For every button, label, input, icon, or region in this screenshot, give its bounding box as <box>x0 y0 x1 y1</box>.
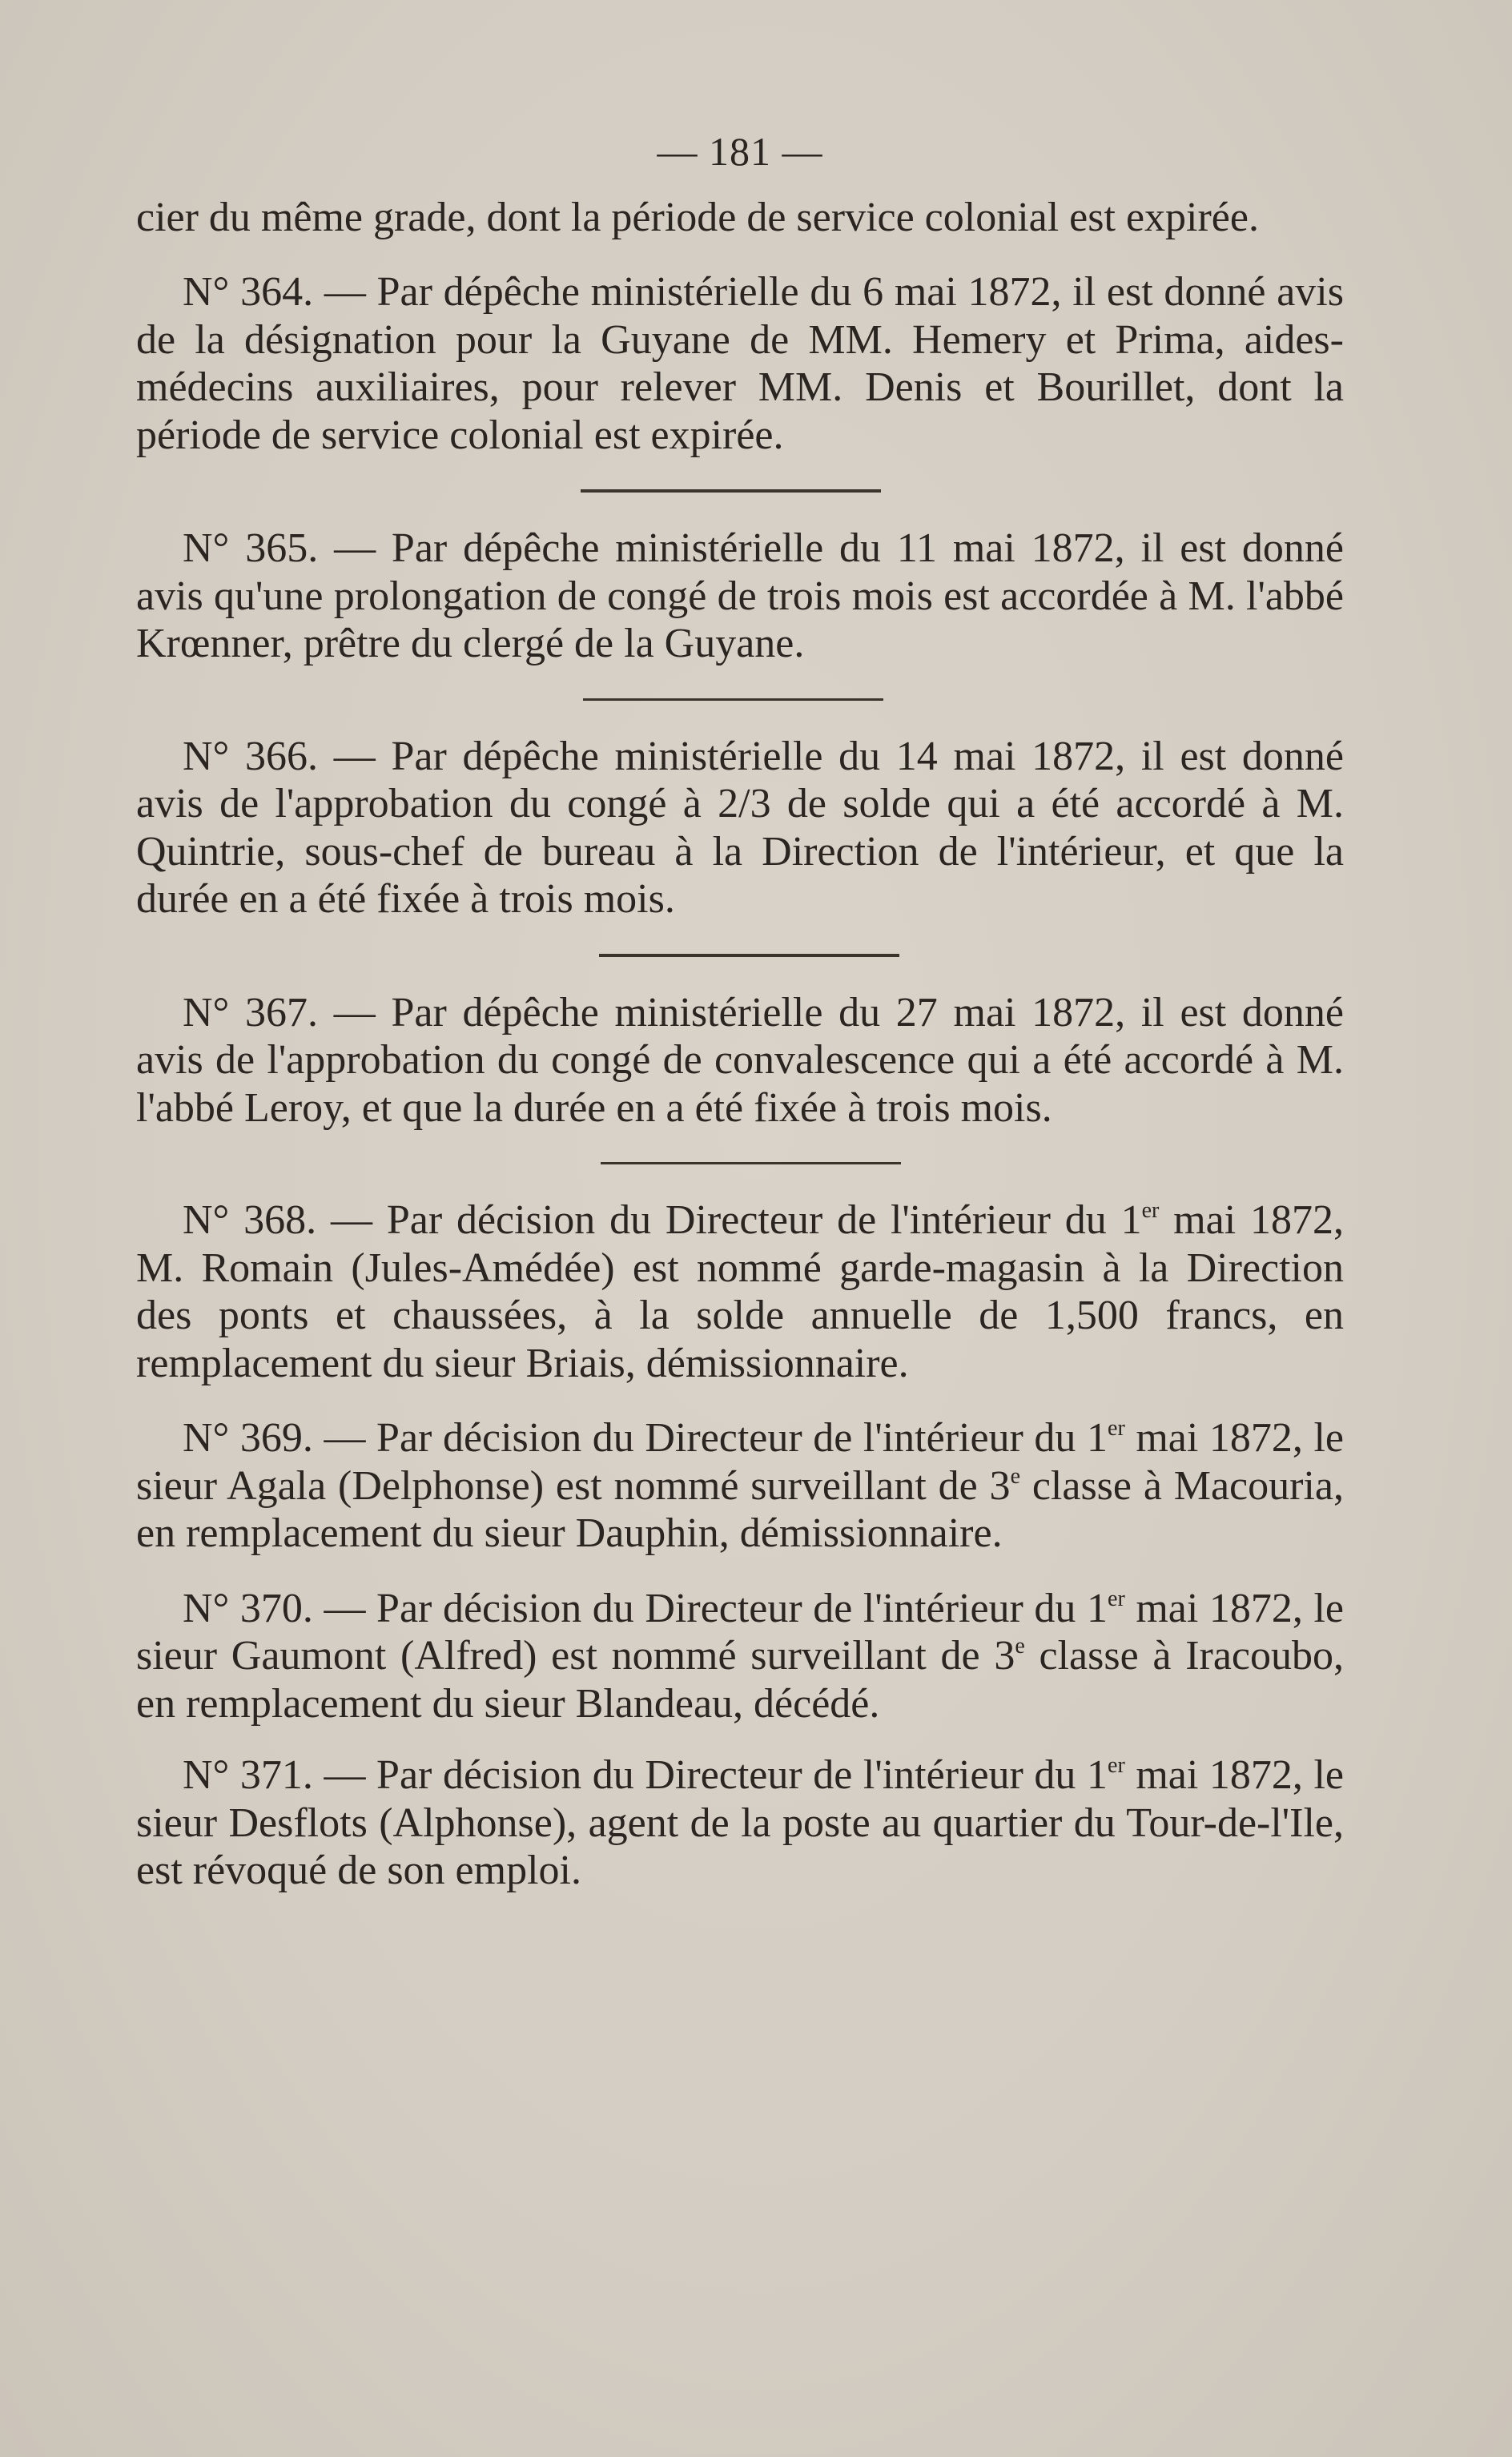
text-column <box>136 128 1344 1895</box>
paragraph-364: N° 364. — Par dépêche ministérielle du 6 mai 1872, il est donné avis de la désignation pour la Guyane de MM. Hemery et Prima, aides-médecins auxiliaires, pour relever MM. Denis et Bourillet, dont la période de service colonial est expirée. <box>136 269 1344 458</box>
text-run: classe à Iracoubo, en remplacement du sieur Blandeau, décédé. <box>136 1633 1344 1727</box>
spacer <box>136 1558 1344 1585</box>
text-run: mai 1872, le sieur Agala (Delphonse) est nommé surveillant de 3 <box>136 1415 1344 1509</box>
separator-rule <box>581 489 881 493</box>
spacer <box>136 241 1344 268</box>
paragraph-371 <box>136 1751 1344 1895</box>
text-run: N° 370. — Par décision du Directeur de l'intérieur du 1 <box>183 1585 1108 1631</box>
superscript: er <box>1108 1416 1125 1441</box>
paragraph-366: N° 366. — Par dépêche ministérielle du 14 mai 1872, il est donné avis de l'approbation du congé à 2/3 de solde qui a été accordé à M. Quintrie, sous-chef de bureau à la Direction de l'intérieur, et que la durée en a été fixée à trois mois. <box>136 733 1344 922</box>
paragraph-continuation: cier du même grade, dont la période de service colonial est expirée. <box>136 194 1259 240</box>
superscript: er <box>1108 1753 1125 1778</box>
text-run: classe à Macouria, en remplacement du sieur Dauphin, démissionnaire. <box>136 1462 1344 1556</box>
spacer <box>136 1387 1344 1414</box>
superscript: er <box>1108 1586 1125 1611</box>
paragraph-365: N° 365. — Par dépêche ministérielle du 11 mai 1872, il est donné avis qu'une prolongation de congé de trois mois est accordée à M. l'abbé Krœnner, prêtre du clergé de la Guyane. <box>136 525 1344 666</box>
page-number: — 181 — <box>657 129 823 174</box>
spacer <box>136 1727 1344 1751</box>
text-run: N° 368. — Par décision du Directeur de l'intérieur du 1 <box>183 1197 1142 1243</box>
separator-rule <box>583 698 883 701</box>
superscript: er <box>1141 1198 1160 1223</box>
paragraph-368 <box>136 1196 1344 1387</box>
superscript: e <box>1010 1463 1020 1489</box>
text-run: mai 1872, le sieur Desflots (Alphonse), agent de la poste au quartier du Tour-de-l'Ile, est révoqué de son emploi. <box>136 1752 1344 1893</box>
text-run: mai 1872, le sieur Gaumont (Alfred) est nommé surveillant de 3 <box>136 1585 1344 1679</box>
paragraph-369 <box>136 1414 1344 1558</box>
superscript: e <box>1015 1634 1025 1659</box>
paragraph-367: N° 367. — Par dépêche ministérielle du 27 mai 1872, il est donné avis de l'approbation du congé de convalescence qui a été accordé à M. l'abbé Leroy, et que la durée en a été fixée à trois mois. <box>136 989 1344 1131</box>
text-run: mai 1872, M. Romain (Jules-Amédée) est nommé garde-magasin à la Direction des ponts et chaussées, à la solde annuelle de 1,500 francs, en remplacement du sieur Briais, démissionnaire. <box>136 1197 1344 1386</box>
separator-rule <box>599 954 899 957</box>
text-run: N° 369. — Par décision du Directeur de l'intérieur du 1 <box>183 1415 1108 1461</box>
separator-rule <box>601 1162 901 1164</box>
text-run: N° 371. — Par décision du Directeur de l'intérieur du 1 <box>183 1752 1108 1798</box>
paragraph-370 <box>136 1585 1344 1728</box>
